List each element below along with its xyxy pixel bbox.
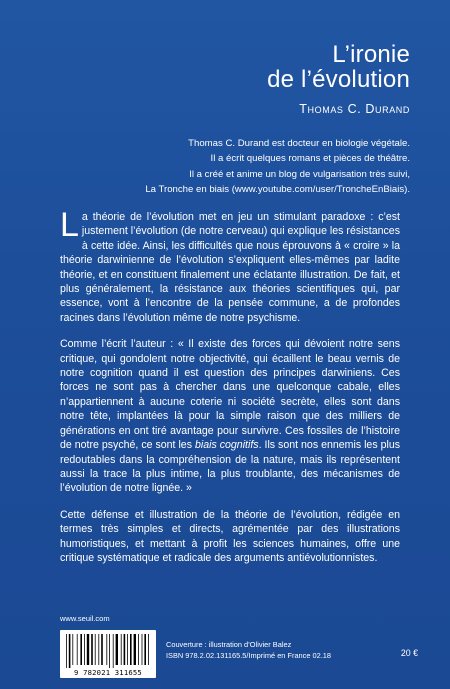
blurb <box>60 206 401 577</box>
bio-line: Thomas C. Durand est docteur en biologie végétale. <box>188 138 410 149</box>
title-line-2: de l’évolution <box>267 66 410 93</box>
quote-italic-term: biais cognitifs <box>194 439 259 452</box>
barcode-icon <box>60 630 156 670</box>
blurb-paragraph-2 <box>60 337 400 495</box>
price: 20 € <box>400 648 418 658</box>
barcode-digits: 9 782021 311655 <box>74 668 142 677</box>
author-bio <box>90 136 410 198</box>
book-title <box>267 42 410 92</box>
author-name: Thomas C. Durand <box>299 102 410 116</box>
title-line-1: L’ironie <box>332 41 410 68</box>
isbn-line: ISBN 978.2.02.131165.5/Imprimé en France 02.18 <box>166 651 332 660</box>
credits <box>166 639 331 661</box>
drop-cap: L <box>60 206 79 244</box>
blurb-paragraph-1 <box>60 206 400 325</box>
blurb-paragraph-3: Cette défense et illustration de la théorie de l’évolution, rédigée en termes très simples et directs, agrémentée par des illustrations humoristiques, et mettant à profit les sciences humaines, offre une critique systématique et radicale des arguments antiévolutionnistes. <box>60 508 400 564</box>
quote-text-start: Comme l’écrit l’auteur : « Il existe des forces qui dévoient notre sens critique, qui gondolent notre objectivité, qui écaillent le beau vernis de notre cognition quand il est question des principes darwiniens. Ces forces ne sont pas à chercher dans une quelconque cabale, elles n’appartiennent à aucune coterie ni société secrète, elles sont dans notre tête, implantées là pour la simple raison que des milliers de générations en ont tiré avantage pour survivre. Ces fossiles de l’histoire de notre psyché, ce sont les <box>60 338 400 452</box>
cover-credit: Couverture : illustration d’Olivier Balez <box>166 640 292 649</box>
bio-line: Il a écrit quelques romans et pièces de théâtre. <box>210 153 410 165</box>
quote-text-end: . Ils sont nos ennemis les plus redoutables dans la compréhension de la nature, mais ils représentent aussi la trace la plus intime, la plus troublante, des mécanismes de l’évolution de notre lignée. » <box>60 439 401 495</box>
isbn-barcode <box>60 630 156 678</box>
bio-line: Il a créé et anime un blog de vulgarisation très suivi, <box>189 168 410 180</box>
paragraph-1-text: a théorie de l’évolution met en jeu un stimulant paradoxe : c’est justement l’évolution (de notre cerveau) qui explique les résistances à cette idée. Ainsi, les difficultés que nous éprouvons à « croire » la théorie darwinienne de l’évolution s’expliquent elles-mêmes par ladite théorie, et en constituent finalement une éclatante illustration. De fait, et plus généralement, la résistance aux théories scientifiques qui, par essence, vont à l’encontre de la pensée commune, a de profondes racines dans l’évolution même de notre psychisme. <box>60 211 400 324</box>
publisher-website: www.seuil.com <box>60 614 110 623</box>
bio-line: La Tronche en biais (www.youtube.com/user/TroncheEnBiais). <box>145 184 410 196</box>
